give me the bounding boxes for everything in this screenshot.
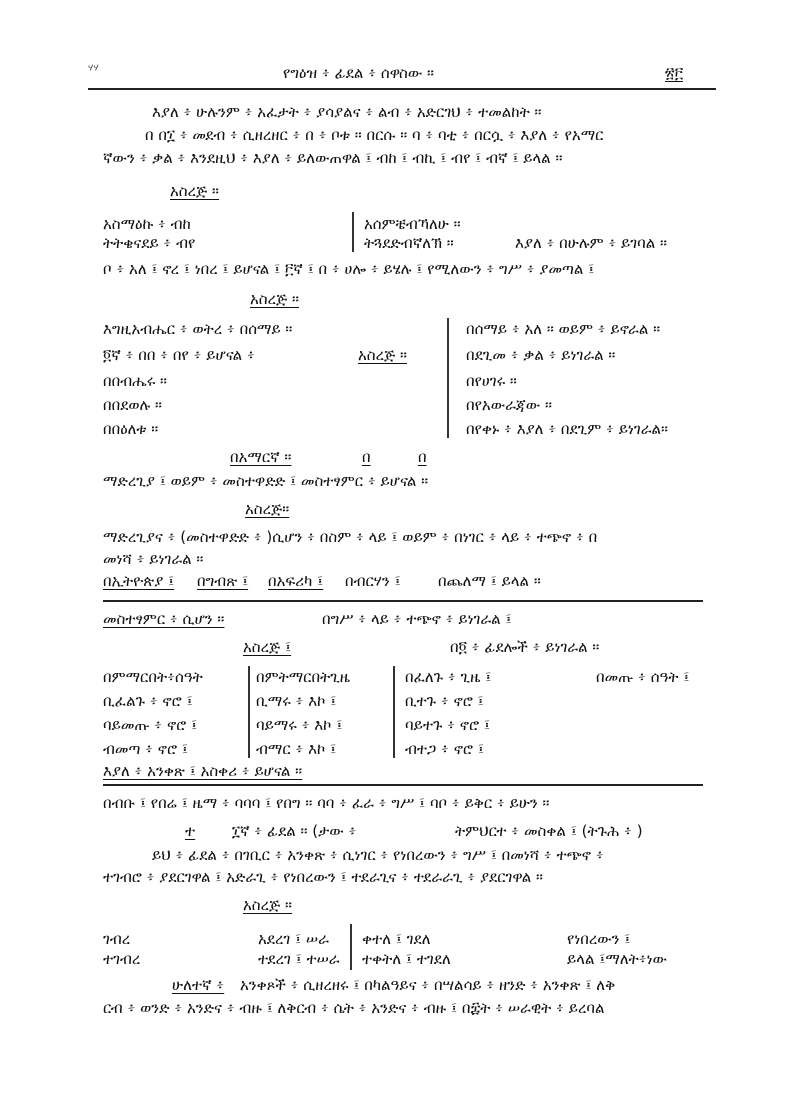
example-item: እያለ ፥ በሁሉም ፥ ይገባል ። [515, 234, 667, 252]
paragraph-line: ኛውን ፥ ቃል ፥ እንደዚህ ፥ እያለ ፥ ይለውጠዋል ፤ ብከ ፤ ብኪ ፤ ብየ ፤ ብኛ ፤ ይላል ። [103, 149, 563, 167]
table-cell: በፈለጉ ፥ ጊዜ ፤ [405, 668, 492, 686]
paragraph-line: አንቀጾች ፥ ሲዘረዘሩ ፤ በካልዓይና ፥ በሣልሳይ ፥ ዘንድ ፥ አንቀጽ ፤ ለቅ [240, 976, 616, 994]
paragraph-line: ርብ ፥ ወንድ ፥ አንድና ፥ ብዙ ፤ ለቅርብ ፥ ሴት ፥ አንድና ፥ ብዙ ፤ በ፰ት ፥ ሠራዊት ፥ ይረባል [103, 999, 605, 1017]
column-divider [350, 924, 352, 970]
example-item: ተቀትለ ፤ ተገደለ [362, 950, 451, 968]
paragraph-line: እያለ ፥ አንቀጽ ፤ አስቀሪ ፥ ይሆናል ። [103, 762, 303, 780]
example-item: አስማዕኩ ፥ ብከ [103, 215, 191, 233]
example-heading: አስረጅ። [245, 500, 290, 518]
example-heading: አስረጅ ። [358, 346, 408, 364]
example-item: በየአውራጃው ። [466, 396, 552, 414]
paragraph-line: ይህ ፥ ፊደል ፥ በገቢር ፥ አንቀጽ ፥ ሲነገር ፥ የነበረውን ፥ ግሥ ፤ በመነሻ ፥ ተጭኖ ፥ [152, 846, 604, 864]
paragraph-line: ማድረጊያና ፥ (መስተዋድድ ፥ )ሲሆን ፥ በስም ፥ ላይ ፤ ወይም ፥ በነገር ፥ ላይ ፥ ተጭኖ ፥ በ [103, 528, 598, 546]
paragraph-line: እያለ ፥ ሁሉንም ፥ አፈታት ፥ ያሳያልና ፥ ልብ ፥ አድርገህ ፥ ተመልከት ። [152, 103, 542, 121]
example-item: ተገብረ [103, 950, 141, 968]
paragraph-line: በብቡ ፤ የበሬ ፤ ዜማ ፥ ባባባ ፤ የበግ ። ባባ ፥ ፈራ ፥ ግሥ ፤ ባቦ ፥ ይቅር ፥ ይሁን ። [103, 794, 550, 812]
paragraph-line: ማድረጊያ ፤ ወይም ፥ መስተዋድድ ፤ መስተፃምር ፥ ይሆናል ። [103, 472, 429, 490]
subheading: በአማርኛ ። [230, 448, 292, 466]
example-item: እግዚአብሔር ፥ ወትረ ፥ በሰማይ ። [103, 320, 293, 338]
paragraph-line: በ በ፲ ፥ መደብ ፥ ሲዘረዘር ፥ በ ፥ ቦቱ ። በርሱ ። ባ ፥ ባቲ ፥ በርሷ ፥ እያለ ፥ የአማር [145, 126, 604, 144]
column-divider [447, 318, 449, 438]
paragraph-line: በግሥ ፥ ላይ ፥ ተጭኖ ፥ ይነገራል ፤ [322, 610, 512, 628]
section-rule [103, 784, 703, 786]
paragraph-line: መነሻ ፥ ይነገራል ። [103, 550, 204, 568]
header-rule [88, 88, 716, 90]
example-item: በበደወሉ ። [103, 396, 163, 414]
example-item: ተደረገ ፤ ተሠራ [258, 950, 340, 968]
paragraph-line: ትምህርተ ፥ መስቀል ፤ (ትጉሕ ፥ ) [455, 822, 643, 840]
letter-marker: ተ [185, 822, 196, 840]
example-item: በበዕለቱ ። [103, 420, 159, 438]
example-word: በኢትዮጵያ ፤ [103, 572, 175, 590]
example-heading: አስረጅ ። [243, 896, 293, 914]
example-item: በየሀገሩ ። [466, 372, 517, 390]
example-word: በግብጽ ፤ [197, 572, 249, 590]
example-item: በደጊመ ፥ ቃል ፥ ይነገራል ። [466, 346, 616, 364]
letter-marker: በ [362, 448, 371, 466]
letter-marker: በ [418, 448, 427, 466]
table-cell: ባይመጡ ፥ ኖሮ ፤ [103, 716, 198, 734]
example-item: በሰማይ ፥ አለ ። ወይም ፥ ይኖራል ። [466, 320, 661, 338]
table-cell: ቢማሩ ፥ እኮ ፤ [256, 692, 337, 710]
example-item: የነበረውን ፤ [567, 930, 631, 948]
paragraph-line: በ፬ ፥ ፊደሎች ፥ ይነገራል ። [450, 638, 600, 656]
section-rule [103, 600, 703, 602]
term: ሁለተኛ ፥ [172, 976, 225, 994]
example-item: በየቀኑ ፥ እያለ ፥ በደጊም ፥ ይነገራል። [466, 420, 669, 438]
column-divider [352, 212, 354, 252]
example-item: ቀተለ ፤ ገደለ [362, 930, 431, 948]
paragraph-line: ፲ኛ ፥ ፊደል ። (ታው ፥ [232, 822, 357, 840]
page-number: ፳፫ [665, 64, 683, 82]
example-item: ገብረ [103, 930, 131, 948]
example-item: ትትቄናደይ ፥ ብየ [103, 234, 196, 252]
example-item: አደረገ ፤ ሠራ [258, 930, 329, 948]
table-cell: በምማርበት፥ሰዓት [103, 668, 203, 686]
example-item: ይላል ፤ማለት፥ነው [567, 950, 667, 968]
column-divider [248, 666, 250, 758]
table-cell: ብተጋ ፥ ኖሮ ፤ [405, 740, 484, 758]
term: መስተፃምር ፥ ሲሆን ። [103, 610, 225, 628]
example-item: አሰምቼብኻለሁ ። [364, 215, 461, 233]
table-cell: በምትማርበትጊዜ [256, 668, 350, 686]
table-cell: ብማር ፥ እኮ ፤ [256, 740, 337, 758]
table-cell: ብመጣ ፥ ኖሮ ፤ [103, 740, 188, 758]
example-item: ትጓደድብኛለኽ ። [364, 234, 454, 252]
example-word: በብርሃን ፤ [345, 572, 401, 590]
example-item: ፬ኛ ፥ በበ ፥ በየ ፥ ይሆናል ፥ [103, 346, 255, 364]
example-item: በበብሔሩ ። [103, 372, 168, 390]
example-word: በጨለማ ፤ ይላል ። [438, 572, 541, 590]
table-cell: በመጡ ፥ ሰዓት ፤ [596, 668, 690, 686]
table-cell: ቢፈልጉ ፥ ኖሮ ፤ [103, 692, 193, 710]
example-heading: አስረጅ ። [250, 290, 300, 308]
paragraph-line: ተገብሮ ፥ ያደርገዋል ፤ አድራጊ ፥ የነበረውን ፤ ተደራጊና ፥ ተደራራጊ ፥ ያደርገዋል ። [103, 868, 543, 886]
corner-mark: ሃሃ [88, 63, 99, 74]
example-heading: አስረጅ ። [170, 182, 220, 200]
running-title: የግዕዝ ፥ ፊደል ፥ ሰዋስው ። [283, 64, 434, 82]
paragraph-line: ቦ ፥ አለ ፤ ኖረ ፤ ነበረ ፤ ይሆናል ፤ ፫ኛ ፤ በ ፥ ሀሎ ፥ ይሄሉ ፤ የሚለውን ፥ ግሥ ፥ ያመጣል ፤ [103, 260, 595, 278]
table-cell: ባይተጉ ፥ ኖሮ ፤ [405, 716, 490, 734]
example-heading: አስረጅ ፤ [243, 638, 292, 656]
column-divider [393, 666, 395, 758]
table-cell: ቢተጉ ፥ ኖሮ ፤ [405, 692, 484, 710]
table-cell: ባይማሩ ፥ እኮ ፤ [256, 716, 343, 734]
example-word: በአፍሪካ ፤ [268, 572, 324, 590]
